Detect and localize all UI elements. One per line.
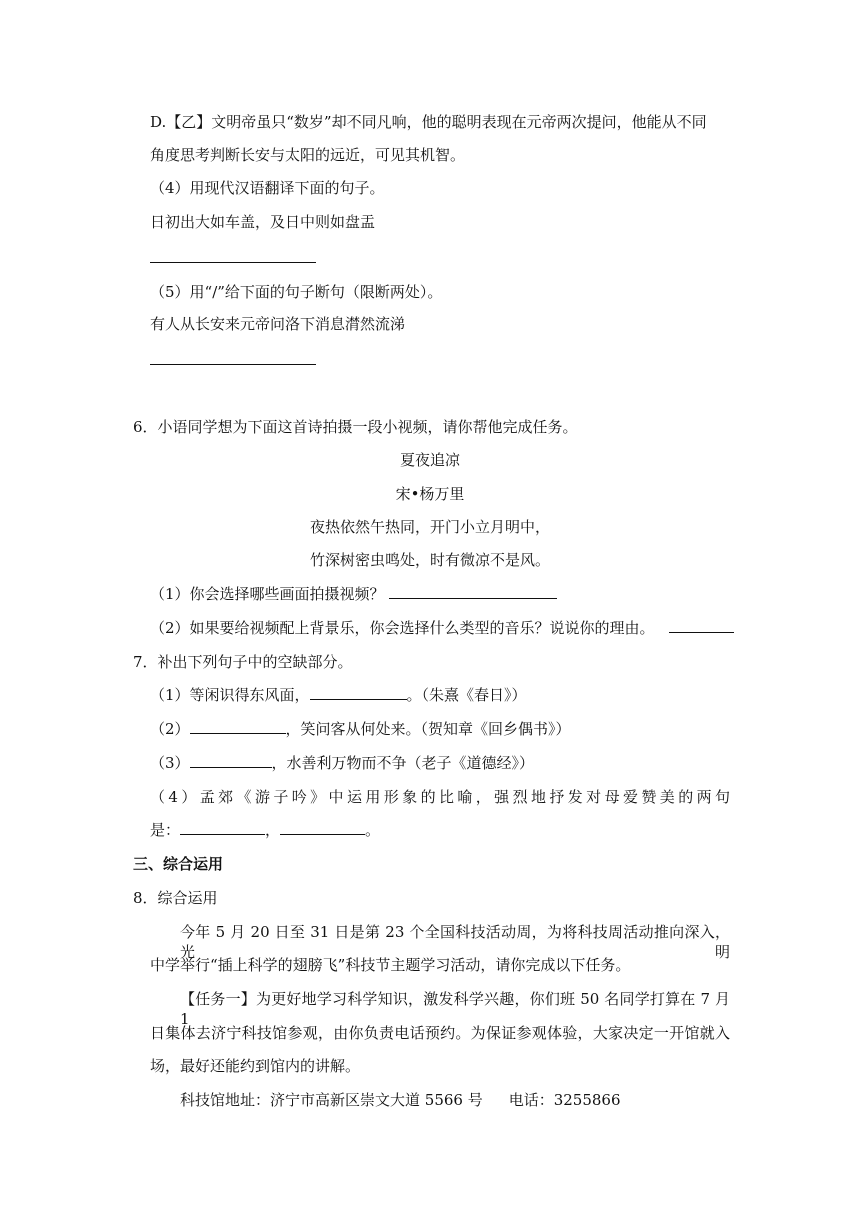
q8-task1-line1: 【任务一】为更好地学习科学知识，激发科学兴趣，你们班 50 名同学打算在 7 月 1 [180, 990, 730, 1028]
q5-sub4-sentence: 日初出大如车盖，及日中则如盘盂 [150, 213, 376, 231]
q5-option-d-line1: D.【乙】文明帝虽只“数岁”却不同凡响，他的聪明表现在元帝两次提问，他能从不同 [150, 113, 707, 131]
q7-sub2-suffix: ，笑问客从何处来。（贺知章《回乡偶书》） [285, 720, 571, 738]
q5-option-d-line2: 角度思考判断长安与太阳的远近，可见其机智。 [150, 146, 466, 164]
q6-sub2-text: （2）如果要给视频配上背景乐，你会选择什么类型的音乐？说说你的理由。 [150, 619, 655, 637]
section-heading: 三、综合运用 [133, 855, 224, 873]
q7-sub2-prefix: （2） [150, 720, 190, 738]
q6-sub1-text: （1）你会选择哪些画面拍摄视频？ [150, 585, 385, 603]
q6-sub2-answer-blank[interactable] [669, 618, 734, 633]
q6-sub2 [150, 618, 734, 638]
q7-sub1 [150, 685, 527, 705]
poem-author: 宋•杨万里 [395, 485, 465, 503]
poem-title: 夏夜追凉 [399, 451, 460, 469]
q6-sub1 [150, 584, 557, 604]
q8-para1-line1: 今年 5 月 20 日至 31 日是第 23 个全国科技活动周，为将科技周活动推向深入，光明 [180, 923, 730, 961]
q5-sub5-label: （5）用“/”给下面的句子断句（限断两处）。 [150, 283, 443, 301]
q7-sub3-suffix: ，水善利万物而不争（老子《道德经》） [271, 754, 535, 772]
q8-task1-line2: 日集体去济宁科技馆参观，由你负责电话预约。为保证参观体验，大家决定一开馆就入 [150, 1024, 730, 1042]
q5-sub5-answer-line[interactable] [150, 364, 316, 365]
q7-sub1-prefix: （1）等闲识得东风面， [150, 686, 310, 704]
q7-sub1-answer-blank[interactable] [310, 685, 407, 700]
q7-sub3 [150, 753, 534, 773]
q7-sub2 [150, 719, 571, 739]
poem-line-1: 夜热依然午热同，开门小立月明中， [309, 518, 550, 536]
q8-stem: 8．综合运用 [133, 889, 218, 907]
q6-sub1-answer-blank[interactable] [389, 584, 557, 599]
science-museum-phone: 电话：3255866 [508, 1091, 621, 1109]
q5-sub4-label: （4）用现代汉语翻译下面的句子。 [150, 179, 385, 197]
q7-sub3-answer-blank[interactable] [190, 753, 272, 768]
q7-sub4-suffix: 。 [365, 821, 381, 839]
poem-line-2: 竹深树密虫鸣处，时有微凉不是风。 [309, 551, 550, 569]
q7-sub4-line1: （4）孟郊《游子吟》中运用形象的比喻，强烈地抒发对母爱赞美的两句 [150, 788, 730, 806]
q7-sub2-answer-blank[interactable] [190, 719, 286, 734]
q6-stem: 6．小语同学想为下面这首诗拍摄一段小视频，请你帮他完成任务。 [133, 418, 578, 436]
q8-task1-line3: 场，最好还能约到馆内的讲解。 [150, 1057, 361, 1075]
q7-sub1-suffix: 。（朱熹《春日》） [406, 686, 527, 704]
science-museum-address: 科技馆地址：济宁市高新区崇文大道 5566 号 [180, 1091, 483, 1109]
q7-sub4-answer-blank-1[interactable] [180, 820, 265, 835]
q8-address-line [180, 1090, 621, 1110]
q7-sub4-line2 [150, 820, 380, 840]
q7-sub4-answer-blank-2[interactable] [280, 820, 365, 835]
q8-para1-line2: 中学举行“插上科学的翅膀飞”科技节主题学习活动，请你完成以下任务。 [150, 956, 631, 974]
q7-sub4-mid: ， [265, 821, 281, 839]
q7-sub3-prefix: （3） [150, 754, 190, 772]
q5-sub4-answer-line[interactable] [150, 262, 316, 263]
q7-stem: 7．补出下列句子中的空缺部分。 [133, 653, 353, 671]
q5-sub5-sentence: 有人从长安来元帝问洛下消息潸然流涕 [150, 315, 406, 333]
q7-sub4-prefix: 是： [150, 821, 181, 839]
